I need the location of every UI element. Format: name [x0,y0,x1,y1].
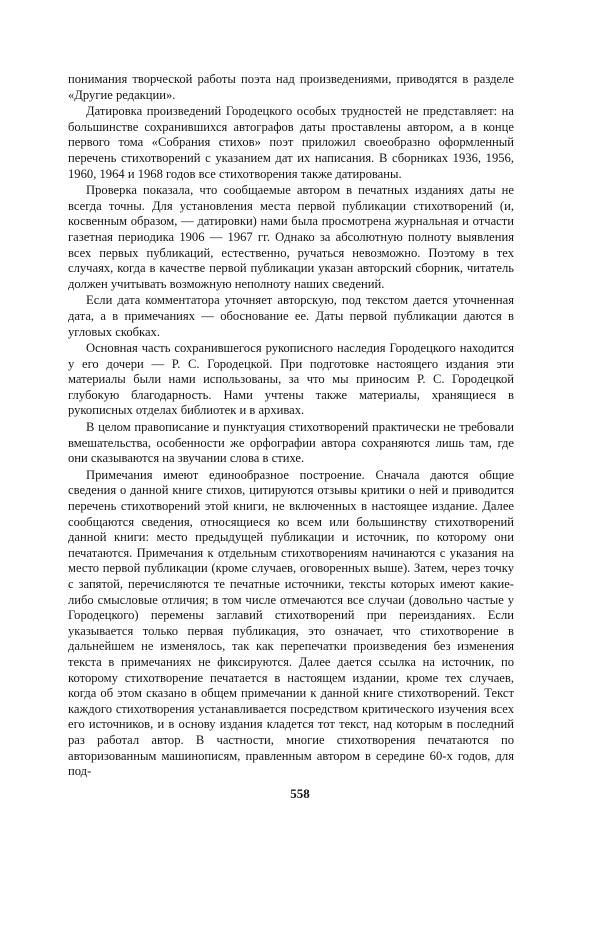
page-text-block [68,72,514,780]
paragraph-orthography: В целом правописание и пунктуация стихотворений практически не требовали вмешательства, особенности же орфографии автора сохраняются лишь там, где они сказываются на звучании слова в стихе. [68,420,514,466]
paragraph-notes-structure: Примечания имеют единообразное построение. Сначала даются общие сведения о данной книге стихов, цитируются отзывы критики о ней и приводится перечень стихотворений этой книги, не включенных в настоящее издание. Далее сообщаются сведения, относящиеся ко всем или большинству стихотворений данной книги: место предыдущей публикации и источник, по которому они печатаются. Примечания к отдельным стихотворениям начинаются с указания на место первой публикации (кроме случаев, оговоренных выше). Затем, через точку с запятой, перечисляются те печатные источники, тексты которых имеют какие-либо смысловые отличия; в том числе отмечаются все случаи (довольно частые у Городецкого) перемены заглавий стихотворений при переизданиях. Если указывается только первая публикация, это означает, что стихотворение в дальнейшем не изменялось, так как перепечатки произведения без изменения текста в примечаниях не фиксируются. Далее дается ссылка на источник, по которому стихотворение печатается в настоящем издании, кроме тех случаев, когда об этом сказано в общем примечании к данной книге стихотворений. Текст каждого стихотворения устанавливается посредством критического изучения всех его источников, и в основу издания кладется тот текст, над которым в последний раз работал автор. В частности, многие стихотворения печатаются по авторизованным машинописям, правленным автором в середине 60-х годов, для под- [68,467,514,779]
paragraph-continuation: понимания творческой работы поэта над произведениями, приводятся в разделе «Другие редакции». [68,72,514,102]
paragraph-manuscript-heritage: Основная часть сохранившегося рукописного наследия Городецкого находится у его дочери — Р. С. Городецкой. При подготовке настоящего издания эти материалы были нами использованы, за что мы приносим Р. С. Городецкой глубокую благодарность. Нами учтены также материалы, хранящиеся в рукописных отделах библиотек и в архивах. [68,341,514,418]
page-number: 558 [290,786,310,801]
paragraph-dating: Датировка произведений Городецкого особых трудностей не представляет: на большинстве сохранившихся автографов даты проставлены автором, а в конце первого тома «Собрания стихов» поэт приложил своеобразно оформленный перечень стихотворений с указанием дат их написания. В сборниках 1936, 1956, 1960, 1964 и 1968 годов все стихотворения также датированы. [68,104,514,181]
paragraph-commentator-date: Если дата комментатора уточняет авторскую, под текстом дается уточненная дата, а в примечаниях — обоснование ее. Даты первой публикации даются в угловых скобках. [68,293,514,339]
paragraph-verification: Проверка показала, что сообщаемые автором в печатных изданиях даты не всегда точны. Для установления места первой публикации стихотворений (и, косвенным образом, — датировки) нами была просмотрена журнальная и отчасти газетная периодика 1906 — 1967 гг. Однако за абсолютную полноту выявления всех первых публикаций, естественно, ручаться невозможно. Поэтому в тех случаях, когда в качестве первой публикации указан авторский сборник, читатель должен учитывать возможную неполноту наших сведений. [68,183,514,291]
